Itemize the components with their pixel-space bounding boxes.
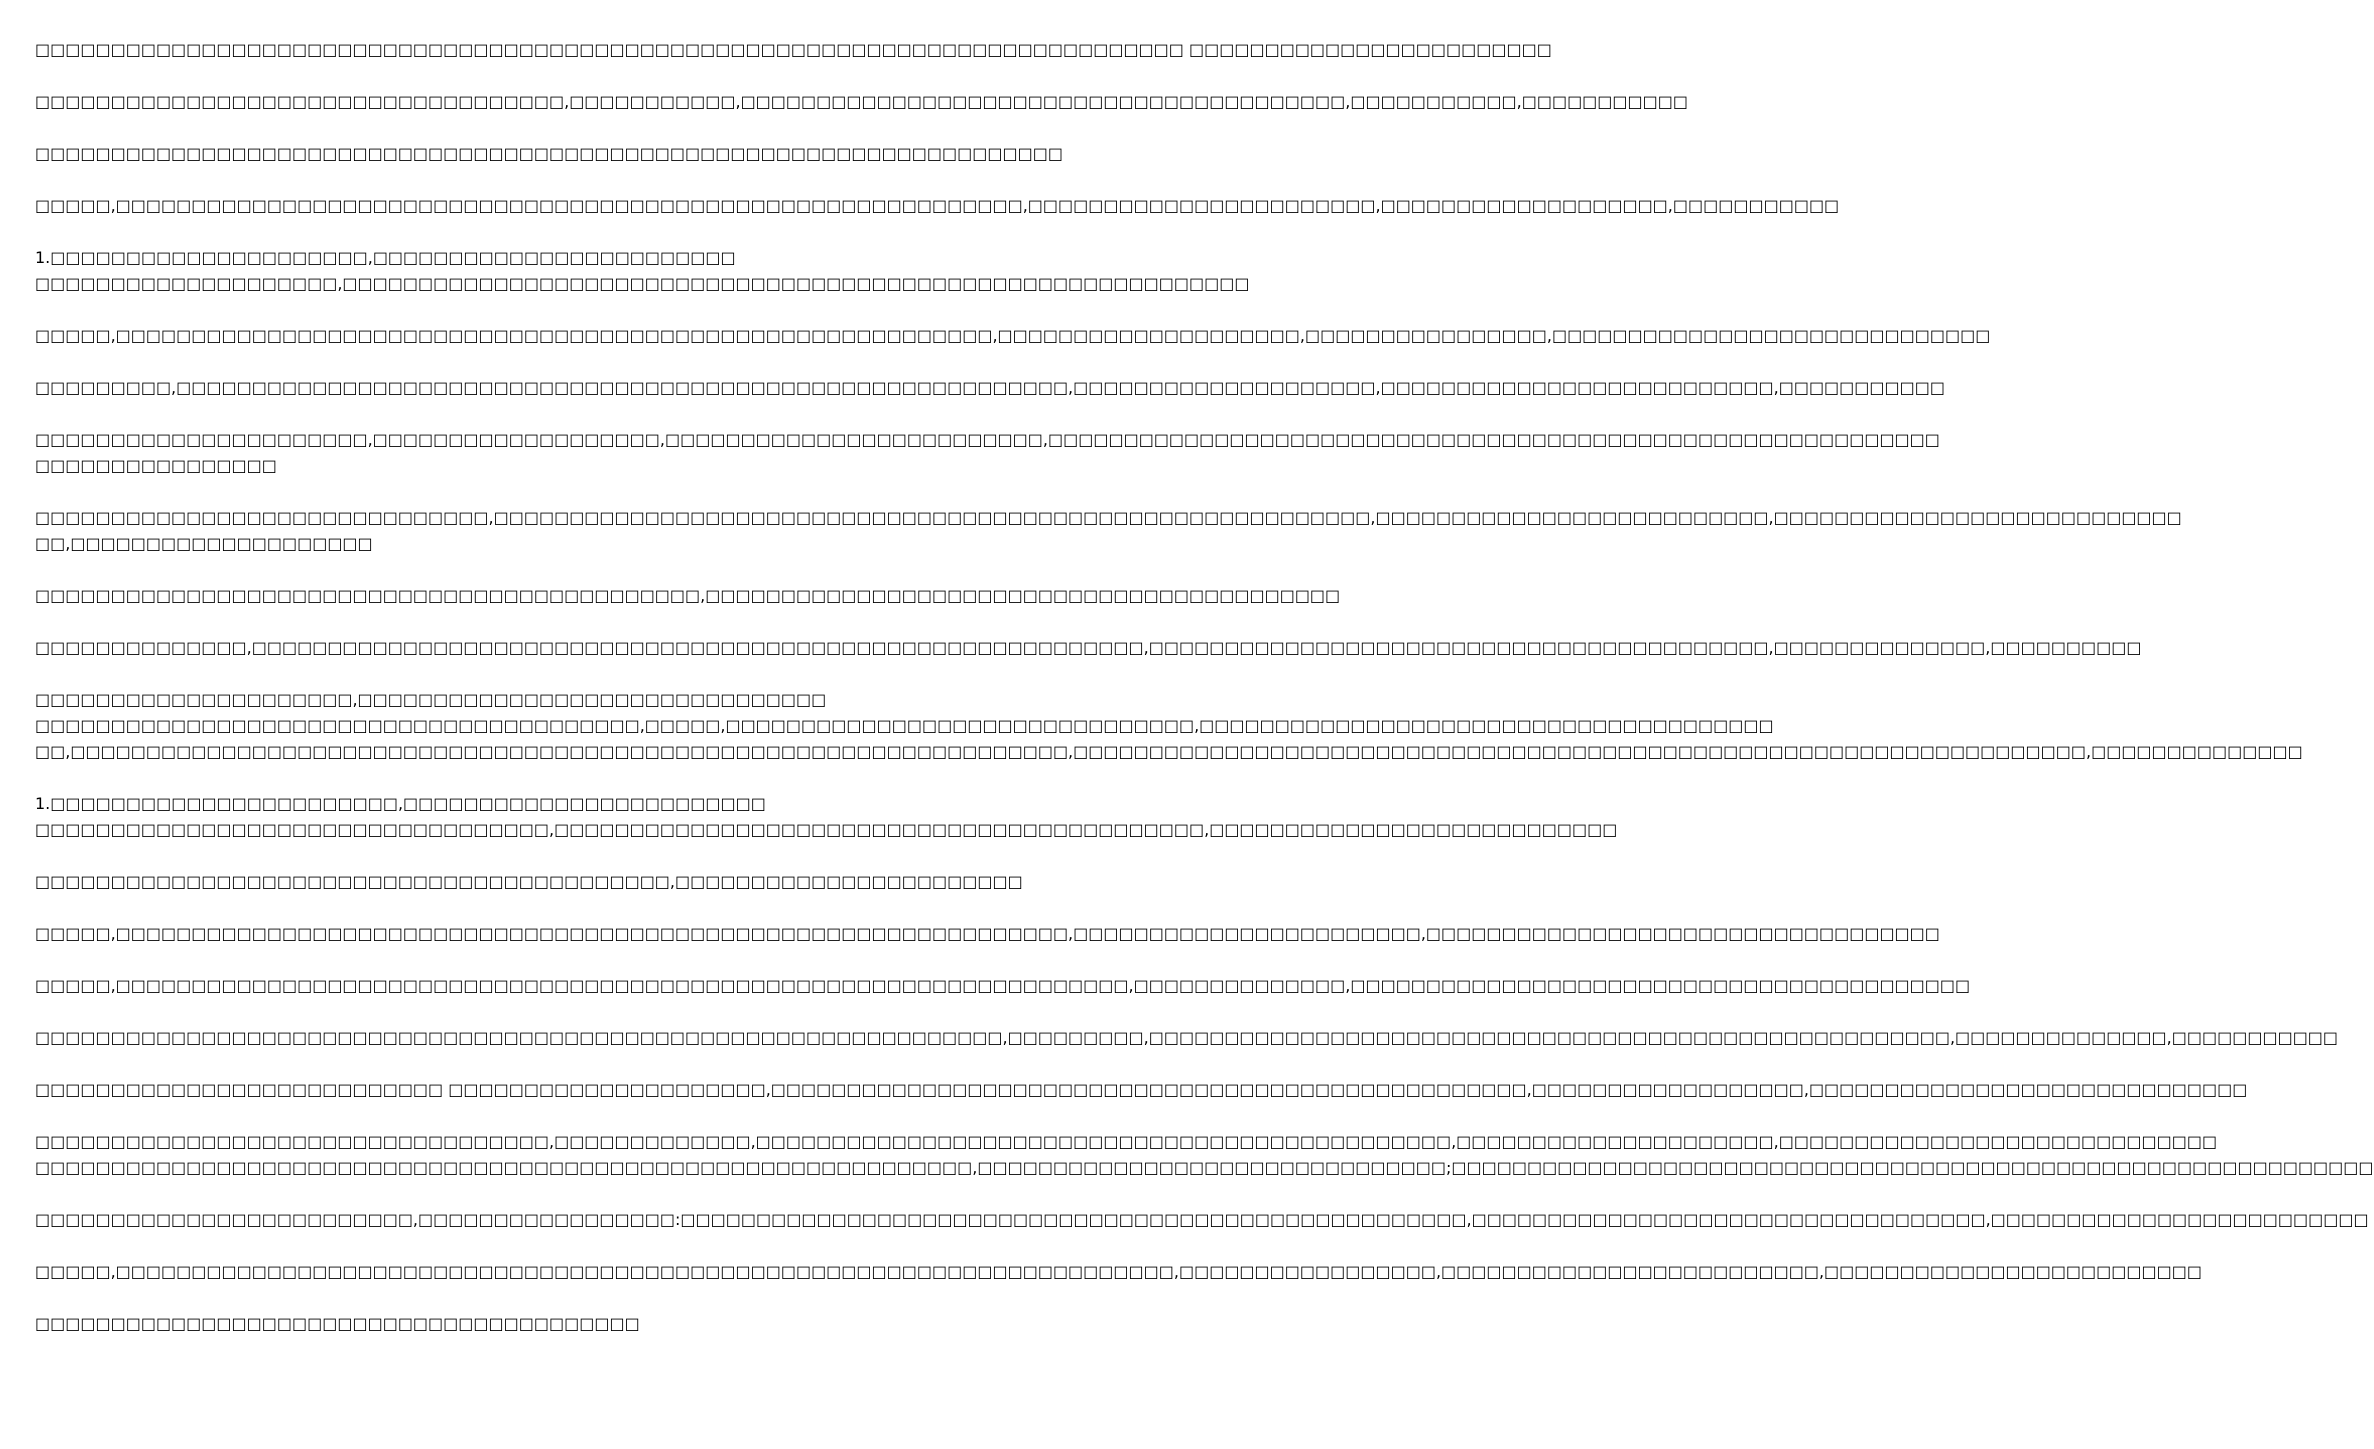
paragraph-line: □□□□□□□□□□□□□□□□: [35, 456, 277, 475]
paragraph-line: □□□□□□□□□□□□□□□□□□□□□□□□□□□□□□□□□□□□□□□□: [35, 1314, 640, 1333]
paragraph-line: □□□□□□□□□□□□□□□□□□□□□□□□□□□ □□□□□□□□□□□□□□□□□□□□□,□□□□□□□□□□□□□□□□□□□□□□□□□□□□□□□□□□□□□□□□□□□□□□□□□□,□□□□□□□□□□□□□□□□□□,□□□□□□□□□□□□□□□□□□□□□□□□□□□□□: [35, 1080, 2248, 1099]
paragraph-line: 1.□□□□□□□□□□□□□□□□□□□□□,□□□□□□□□□□□□□□□□□□□□□□□□: [35, 248, 736, 267]
paragraph-line: □□□□□□□□□□□□□□□□□□□□□□□□□□□□□□□□□□□□□□□□□□,□□□□□□□□□□□□□□□□□□□□□□□: [35, 872, 1023, 891]
paragraph-line: □□□□□□□□□□□□□□□□□□□□□□□□□,□□□□□□□□□□□□□□□□□:□□□□□□□□□□□□□□□□□□□□□□□□□□□□□□□□□□□□□□□□□□□□□□□□□□□□,□□□□□□□□□□□□□□□□□□□□□□□□□□□□□□□□□□,□□□□□□□□□□□□□□□□□□□□□□□□□: [35, 1210, 2369, 1229]
paragraph: [35, 427, 1940, 479]
paragraph: [35, 1077, 2248, 1103]
paragraph: [35, 505, 2182, 557]
paragraph-line: □□□□□□□□□□□□□□□□□□□□□□□□□□□□□□□□□□□□□□□□□□□□□□□□□□□□□□□□□□□□□□□□□□□□□□□□□□□□ □□□□□□□□□□□□□□□□□□□□□□□□: [35, 40, 1552, 59]
paragraph-line: □□□□□□□□□□□□□□□□□□□□□□□□□□□□□□□□□□,□□□□□□□□□□□□□,□□□□□□□□□□□□□□□□□□□□□□□□□□□□□□□□□□□□□□□□□□□□□□,□□□□□□□□□□□□□□□□□□□□□,□□□□□□□□□□□□□□□□□□□□□□□□□□□□□: [35, 1132, 2218, 1151]
paragraph: [35, 1259, 2202, 1285]
paragraph-line: □□,□□□□□□□□□□□□□□□□□□□□□□□□□□□□□□□□□□□□□□□□□□□□□□□□□□□□□□□□□□□□□□□□□□,□□□□□□□□□□□□□□□□□□□□□□□□□□□□□□□□□□□□□□□□□□□□□□□□□□□□□□□□□□□□□□□□□□□,□□□□□□□□□□□□□□: [35, 742, 2303, 761]
paragraph: [35, 37, 1552, 63]
paragraph: [35, 193, 1840, 219]
paragraph-line: □□□□□□□□□□□□□□,□□□□□□□□□□□□□□□□□□□□□□□□□□□□□□□□□□□□□□□□□□□□□□□□□□□□□□□□□□□,□□□□□□□□□□□□□□□□□□□□□□□□□□□□□□□□□□□□□□□□□,□□□□□□□□□□□□□□,□□□□□□□□□□: [35, 638, 2142, 657]
paragraph-line: □□□□□□□□□□□□□□□□□□□□□□□□□□□□□□□□□□□□□□□□□□□□□□□□□□□□□□□□□□□□□□□□□□□□: [35, 144, 1063, 163]
paragraph: [35, 1025, 2339, 1051]
paragraph: [35, 1207, 2369, 1233]
paragraph-line: □□□□□□□□□□□□□□□□□□□□□□□□□□□□□□□□□□□□□□□□□□□□□□□□□□□□□□□□□□□□□□□□,□□□□□□□□□,□□□□□□□□□□□□□□□□□□□□□□□□□□□□□□□□□□□□□□□□□□□□□□□□□□□□□,□□□□□□□□□□□□□□,□□□□□□□□□□□: [35, 1028, 2339, 1047]
paragraph: [35, 375, 1945, 401]
paragraph: [35, 635, 2142, 661]
paragraph-line: □□□□□□□□□□□□□□□□□□□□□□□□□□□□□□□□□□,□□□□□□□□□□□□□□□□□□□□□□□□□□□□□□□□□□□□□□□□□□□,□□□□□□□□□□□□□□□□□□□□□□□□□□□: [35, 820, 1618, 839]
paragraph: [35, 973, 1971, 999]
paragraph-line: □□□□□□□□□□□□□□□□□□□□□□□□□□□□□□□□□□□□□□□□□□□□,□□□□□□□□□□□□□□□□□□□□□□□□□□□□□□□□□□□□□□□□□□: [35, 586, 1341, 605]
paragraph-line: □□□□□,□□□□□□□□□□□□□□□□□□□□□□□□□□□□□□□□□□□□□□□□□□□□□□□□□□□□□□□□□□□□,□□□□□□□□□□□□□□□□□□□□□□□,□□□□□□□□□□□□□□□□□□□,□□□□□□□□□□□: [35, 196, 1840, 215]
paragraph: [35, 869, 1023, 895]
paragraph-line: □□□□□□□□□□□□□□□□□□□□□□□□□□□□□□□□□□□,□□□□□□□□□□□,□□□□□□□□□□□□□□□□□□□□□□□□□□□□□□□□□□□□□□□□,□□□□□□□□□□□,□□□□□□□□□□□: [35, 92, 1688, 111]
paragraph-line: □□□□□□□□□□□□□□□□□□□□□□□□□□□□□□□□□□□□□□□□□□□□□□□□□□□□□□□□□□□□□□,□□□□□□□□□□□□□□□□□□□□□□□□□□□□□□□;□□□□□□□□□□□□□□□□□□□□□□□□□□□□□□□□□□□□□□□□□□□□□□□□□□□□□□□□□□□□□: [35, 1158, 2374, 1177]
paragraph: [35, 141, 1063, 167]
document-body: [35, 37, 2374, 1363]
paragraph-line: 1.□□□□□□□□□□□□□□□□□□□□□□□,□□□□□□□□□□□□□□□□□□□□□□□□: [35, 794, 766, 813]
paragraph-line: □□□□□,□□□□□□□□□□□□□□□□□□□□□□□□□□□□□□□□□□□□□□□□□□□□□□□□□□□□□□□□□□,□□□□□□□□□□□□□□□□□□□□,□□□□□□□□□□□□□□□□,□□□□□□□□□□□□□□□□□□□□□□□□□□□□□: [35, 326, 1991, 345]
paragraph-line: □□□□□□□□□□□□□□□□□□□□,□□□□□□□□□□□□□□□□□□□□□□□□□□□□□□□□□□□□□□□□□□□□□□□□□□□□□□□□□□□□: [35, 274, 1250, 293]
paragraph: [35, 791, 1618, 843]
paragraph-line: □□□□□,□□□□□□□□□□□□□□□□□□□□□□□□□□□□□□□□□□□□□□□□□□□□□□□□□□□□□□□□□□□□□□□□□□□,□□□□□□□□□□□□□□,□□□□□□□□□□□□□□□□□□□□□□□□□□□□□□□□□□□□□□□□□: [35, 976, 1971, 995]
paragraph-line: □□□□□□□□□□□□□□□□□□□□□□□□□□□□□□□□□□□□□□□□,□□□□□,□□□□□□□□□□□□□□□□□□□□□□□□□□□□□□□,□□□□□□□□□□□□□□□□□□□□□□□□□□□□□□□□□□□□□□: [35, 716, 1774, 735]
paragraph: [35, 583, 1341, 609]
paragraph: [35, 1129, 2374, 1181]
paragraph: [35, 323, 1991, 349]
paragraph-line: □□□□□,□□□□□□□□□□□□□□□□□□□□□□□□□□□□□□□□□□□□□□□□□□□□□□□□□□□□□□□□□□□□□□□,□□□□□□□□□□□□□□□□□□□□□□□,□□□□□□□□□□□□□□□□□□□□□□□□□□□□□□□□□□: [35, 924, 1940, 943]
paragraph: [35, 687, 2303, 765]
paragraph-line: □□□□□□□□□,□□□□□□□□□□□□□□□□□□□□□□□□□□□□□□□□□□□□□□□□□□□□□□□□□□□□□□□□□□□,□□□□□□□□□□□□□□□□□□□□,□□□□□□□□□□□□□□□□□□□□□□□□□□,□□□□□□□□□□□: [35, 378, 1945, 397]
paragraph: [35, 245, 1250, 297]
paragraph: [35, 1311, 990, 1337]
paragraph-line: □□□□□,□□□□□□□□□□□□□□□□□□□□□□□□□□□□□□□□□□□□□□□□□□□□□□□□□□□□□□□□□□□□□□□□□□□□□□,□□□□□□□□□□□□□□□□□,□□□□□□□□□□□□□□□□□□□□□□□□□,□□□□□□□□□□□□□□□□□□□□□□□□□: [35, 1262, 2202, 1281]
paragraph-line: □□□□□□□□□□□□□□□□□□□□□□,□□□□□□□□□□□□□□□□□□□,□□□□□□□□□□□□□□□□□□□□□□□□□,□□□□□□□□□□□□□□□□□□□□□□□□□□□□□□□□□□□□□□□□□□□□□□□□□□□□□□□□□□□: [35, 430, 1940, 449]
paragraph-line: □□,□□□□□□□□□□□□□□□□□□□□: [35, 534, 373, 553]
paragraph: [35, 89, 1688, 115]
paragraph-line: □□□□□□□□□□□□□□□□□□□□□,□□□□□□□□□□□□□□□□□□□□□□□□□□□□□□□: [35, 690, 827, 709]
paragraph: [35, 921, 1940, 947]
paragraph-line: □□□□□□□□□□□□□□□□□□□□□□□□□□□□□□,□□□□□□□□□□□□□□□□□□□□□□□□□□□□□□□□□□□□□□□□□□□□□□□□□□□□□□□□□□,□□□□□□□□□□□□□□□□□□□□□□□□□□,□□□□□□□□□□□□□□□□□□□□□□□□□□□: [35, 508, 2182, 527]
